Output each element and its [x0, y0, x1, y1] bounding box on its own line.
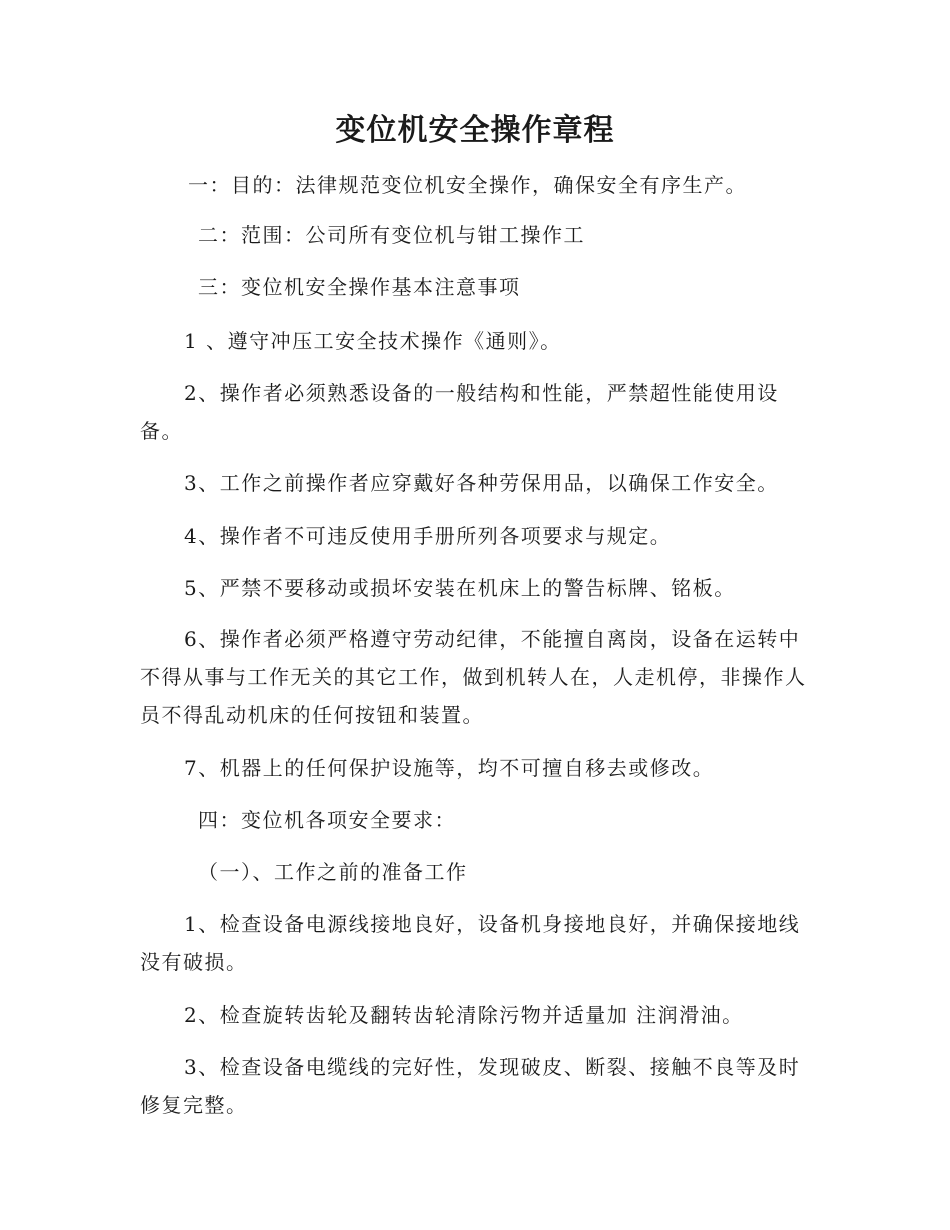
- paragraph-item-7: 7、机器上的任何保护设施等，均不可擅自移去或修改。: [184, 756, 715, 780]
- paragraph-item-5: 5、严禁不要移动或损坏安装在机床上的警告标牌、铭板。: [184, 576, 736, 600]
- paragraph-item-3: 3、工作之前操作者应穿戴好各种劳保用品，以确保工作安全。: [184, 471, 779, 495]
- paragraph-purpose: 一：目的：法律规范变位机安全操作，确保安全有序生产。: [188, 173, 747, 197]
- paragraph-item-1: 1 、遵守冲压工安全技术操作《通则》。: [184, 329, 562, 353]
- paragraph-prep-item-1: 1、检查设备电源线接地良好，设备机身接地良好，并确保接地线没有破损。: [140, 912, 801, 974]
- document-title: 变位机安全操作章程: [335, 113, 615, 148]
- paragraph-section-four-heading: 四：变位机各项安全要求：: [198, 808, 456, 832]
- paragraph-item-4: 4、操作者不可违反使用手册所列各项要求与规定。: [184, 524, 672, 548]
- paragraph-scope: 二：范围：公司所有变位机与钳工操作工: [198, 223, 585, 247]
- paragraph-section-three-heading: 三：变位机安全操作基本注意事项: [198, 275, 521, 299]
- paragraph-subsection-one-heading: （一）、工作之前的准备工作: [198, 860, 468, 884]
- paragraph-prep-item-2: 2、检查旋转齿轮及翻转齿轮清除污物并适量加 注润滑油。: [184, 1003, 744, 1027]
- paragraph-prep-item-3: 3、检查设备电缆线的完好性，发现破皮、断裂、接触不良等及时修复完整。: [140, 1055, 801, 1117]
- paragraph-item-6: 6、操作者必须严格遵守劳动纪律，不能擅自离岗，设备在运转中不得从事与工作无关的其它工作，做到机转人在，人走机停，非操作人员不得乱动机床的任何按钮和装置。: [140, 627, 807, 727]
- paragraph-item-2: 2、操作者必须熟悉设备的一般结构和性能，严禁超性能使用设备。: [140, 381, 779, 443]
